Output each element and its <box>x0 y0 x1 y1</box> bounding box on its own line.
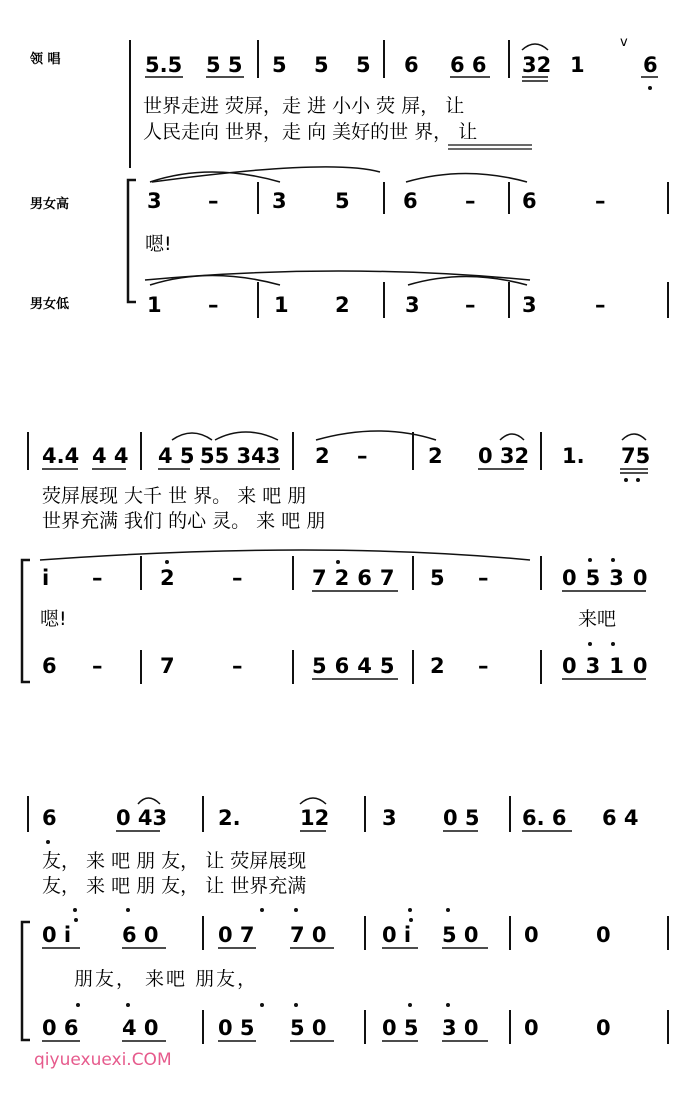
watermark: qiyuexuexi.COM <box>34 1050 172 1070</box>
note: 0 32 <box>478 444 530 468</box>
chorus-bracket <box>22 922 30 1040</box>
note: 1 <box>570 53 585 77</box>
high-dots <box>73 908 450 922</box>
note: 6 6 <box>450 53 487 77</box>
note: 0 <box>524 1016 539 1040</box>
note: 5.5 <box>145 53 183 77</box>
note: 4 5 <box>158 444 195 468</box>
note: – <box>92 566 103 590</box>
note: 7 <box>160 654 175 678</box>
note: 0 i <box>42 923 72 947</box>
note: 3 0 <box>442 1016 479 1040</box>
low-notes <box>42 654 656 678</box>
label-lead: 领 唱 <box>30 52 61 67</box>
system-3 <box>22 796 668 1044</box>
note: 5 <box>314 53 329 77</box>
breath-mark: v <box>620 35 628 50</box>
note: 7 0 <box>290 923 327 947</box>
note: – <box>595 189 606 213</box>
note: 1. <box>562 444 585 468</box>
note: 0 5 <box>443 806 480 830</box>
note: 2 <box>160 566 175 590</box>
note: 0310 <box>562 654 657 678</box>
note: 3 <box>147 189 162 213</box>
note: 0 6 <box>42 1016 79 1040</box>
chorus-bracket <box>128 180 136 302</box>
note: 3 <box>522 293 537 317</box>
lyric-line-2: 友， 来 吧 朋 友， 让 世界充满 <box>42 875 307 897</box>
note: 7267 <box>312 566 403 590</box>
note: 2 <box>335 293 350 317</box>
note: 6 4 <box>602 806 639 830</box>
lyric-underline <box>448 145 532 149</box>
lead-underlines <box>42 431 651 473</box>
lead-notes <box>145 53 658 77</box>
note: 4.4 <box>42 444 80 468</box>
note: 5 5 <box>206 53 243 77</box>
note: 5 <box>335 189 350 213</box>
note: 75 <box>621 444 651 468</box>
label-low: 男女低 <box>30 297 70 312</box>
note: 6 <box>42 654 57 678</box>
note: 1 <box>274 293 289 317</box>
note: 6 <box>403 189 418 213</box>
note: 5 0 <box>290 1016 327 1040</box>
note: 6. 6 <box>522 806 567 830</box>
note: 5 <box>356 53 371 77</box>
note: 0 <box>596 1016 611 1040</box>
note: 3 <box>405 293 420 317</box>
note: 6 <box>522 189 537 213</box>
note: 4 0 <box>122 1016 159 1040</box>
note: 6 <box>404 53 419 77</box>
high-lyric: 嗯! <box>40 608 67 630</box>
low-notes <box>42 1016 611 1040</box>
low-ties <box>145 271 530 285</box>
low-dots <box>76 1003 450 1007</box>
low-barlines <box>258 282 668 318</box>
note: – <box>208 189 219 213</box>
note: – <box>208 293 219 317</box>
note: 0 7 <box>218 923 255 947</box>
high-lyric: 朋友， 来吧 朋友， <box>74 968 259 990</box>
note: – <box>595 293 606 317</box>
lead-notes <box>42 444 650 468</box>
high-notes <box>42 923 611 947</box>
note: – <box>232 654 243 678</box>
high-notes <box>147 189 606 213</box>
lead-barlines <box>28 796 510 832</box>
lyric-line-1: 荧屏展现 大千 世 界。 来 吧 朋 <box>42 485 307 507</box>
note: 3 <box>382 806 397 830</box>
note: – <box>478 566 489 590</box>
high-ties <box>150 167 527 182</box>
high-lyric-right: 来吧 <box>578 608 617 630</box>
note: 6 <box>643 53 658 77</box>
note: 3 <box>272 189 287 213</box>
low-dots <box>588 642 615 646</box>
note: 0 <box>596 923 611 947</box>
note: 4 4 <box>92 444 129 468</box>
note: 5 <box>272 53 287 77</box>
high-lyric: 嗯! <box>145 233 172 255</box>
note: – <box>465 293 476 317</box>
lyric-line-1: 世界走进 荧屏，走 进 小小 荧 屏， 让 <box>143 95 465 117</box>
low-dot <box>624 478 628 482</box>
system-1 <box>29 35 668 318</box>
lyric-line-2: 人民走向 世界，走 向 美好的世 界， 让 <box>143 121 478 143</box>
note: – <box>357 444 368 468</box>
low-dot <box>648 86 652 90</box>
lead-notes <box>42 806 639 830</box>
lyric-line-2: 世界充满 我们 的心 灵。 来 吧 朋 <box>42 510 326 532</box>
note: 2. <box>218 806 241 830</box>
label-high: 男女高 <box>30 197 70 212</box>
note: 6 <box>42 806 57 830</box>
system-2 <box>22 431 656 684</box>
note: 0530 <box>562 566 657 590</box>
note: 2 <box>428 444 443 468</box>
note: 0 43 <box>116 806 168 830</box>
note: 2 <box>430 654 445 678</box>
note: 0 5 <box>382 1016 419 1040</box>
low-notes <box>147 293 606 317</box>
note: 55 343 <box>200 444 281 468</box>
note: – <box>465 189 476 213</box>
chorus-bracket <box>22 560 30 682</box>
note: 0 i <box>382 923 412 947</box>
note: – <box>232 566 243 590</box>
note: i <box>42 566 50 590</box>
note: 12 <box>300 806 330 830</box>
note: 5 <box>430 566 445 590</box>
note: 5645 <box>312 654 403 678</box>
lead-underlines <box>116 798 572 831</box>
note: – <box>92 654 103 678</box>
note: 1 <box>147 293 162 317</box>
high-barlines <box>258 182 668 214</box>
note: 5 0 <box>442 923 479 947</box>
high-notes <box>42 566 656 590</box>
note: 0 5 <box>218 1016 255 1040</box>
note: 0 <box>524 923 539 947</box>
high-dots <box>165 558 615 564</box>
note: – <box>478 654 489 678</box>
note: 32 <box>522 53 552 77</box>
note: 2 <box>315 444 330 468</box>
low-dot <box>46 840 50 844</box>
low-dot <box>636 478 640 482</box>
note: 6 0 <box>122 923 159 947</box>
lyric-line-1: 友， 来 吧 朋 友， 让 荧屏展现 <box>42 850 307 872</box>
